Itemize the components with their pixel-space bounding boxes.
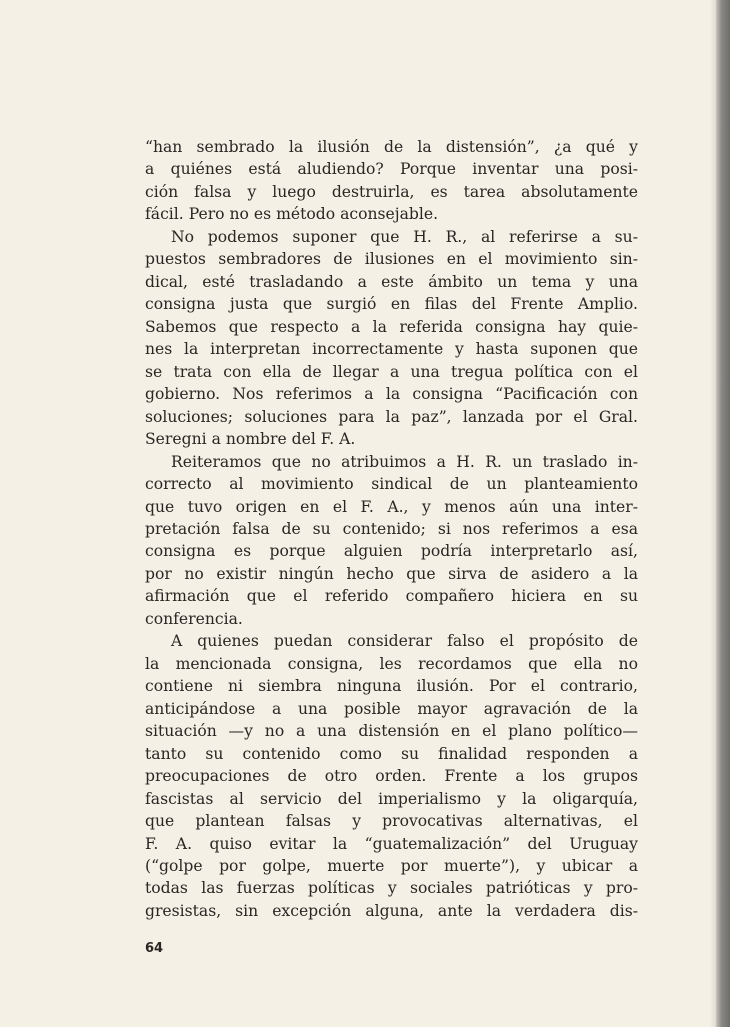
text-line: pretación falsa de su contenido; si nos referimos a esa xyxy=(145,519,638,538)
text-line: a quiénes está aludiendo? Porque inventar una posi- xyxy=(145,160,638,179)
text-line: correcto al movimiento sindical de un planteamiento xyxy=(145,475,638,494)
text-line: consigna es porque alguien podría interpretarlo así, xyxy=(145,542,638,561)
paragraph xyxy=(145,630,638,922)
text-line: todas las fuerzas políticas y sociales patrióticas y pro- xyxy=(145,879,638,898)
text-line: soluciones; soluciones para la paz”, lanzada por el Gral. xyxy=(145,407,638,426)
text-line: Reiteramos que no atribuimos a H. R. un traslado in- xyxy=(171,452,638,471)
text-line: la mencionada consigna, les recordamos que ella no xyxy=(145,654,638,673)
text-line: situación —y no a una distensión en el plano político— xyxy=(145,722,638,741)
text-line: contiene ni siembra ninguna ilusión. Por el contrario, xyxy=(145,677,638,696)
text-line: “han sembrado la ilusión de la distensión”, ¿a qué y xyxy=(145,138,638,156)
text-line: tanto su contenido como su finalidad responden a xyxy=(145,744,638,763)
text-line: A quienes puedan considerar falso el propósito de xyxy=(171,632,638,651)
text-line: gobierno. Nos referimos a la consigna “Pacificación con xyxy=(145,385,638,404)
text-line: gresistas, sin excepción alguna, ante la verdadera dis- xyxy=(145,901,638,920)
text-line: se trata con ella de llegar a una tregua política con el xyxy=(145,362,638,381)
text-line: por no existir ningún hecho que sirva de asidero a la xyxy=(145,564,638,583)
page-number: 64 xyxy=(145,941,164,956)
book-edge xyxy=(716,0,730,1027)
text-line: fácil. Pero no es método aconsejable. xyxy=(145,205,439,224)
text-line: puestos sembradores de ilusiones en el movimiento sin- xyxy=(145,250,638,269)
text-line: que plantean falsas y provocativas alternativas, el xyxy=(145,812,638,831)
body-text xyxy=(145,136,638,922)
text-line: ción falsa y luego destruirla, es tarea absolutamente xyxy=(145,182,638,201)
text-line: consigna justa que surgió en filas del Frente Amplio. xyxy=(145,295,638,314)
text-line: Sabemos que respecto a la referida consigna hay quie- xyxy=(145,317,638,336)
paragraph xyxy=(145,136,638,226)
text-line: (“golpe por golpe, muerte por muerte”), y ubicar a xyxy=(145,857,638,875)
text-line: dical, esté trasladando a este ámbito un tema y una xyxy=(145,272,638,291)
text-line: afirmación que el referido compañero hiciera en su xyxy=(145,587,638,606)
text-line: fascistas al servicio del imperialismo y la oligarquía, xyxy=(145,789,638,808)
text-line: F. A. quiso evitar la “guatemalización” del Uruguay xyxy=(145,834,638,853)
text-line: No podemos suponer que H. R., al referirse a su- xyxy=(171,227,638,246)
paragraph xyxy=(145,226,638,451)
text-line: Seregni a nombre del F. A. xyxy=(145,430,356,449)
text-line: que tuvo origen en el F. A., y menos aún una inter- xyxy=(145,497,638,516)
text-line: anticipándose a una posible mayor agravación de la xyxy=(145,699,638,718)
text-line: nes la interpretan incorrectamente y hasta suponen que xyxy=(145,340,638,359)
paragraph xyxy=(145,451,638,631)
text-line: conferencia. xyxy=(145,609,243,628)
text-line: preocupaciones de otro orden. Frente a los grupos xyxy=(145,767,638,786)
